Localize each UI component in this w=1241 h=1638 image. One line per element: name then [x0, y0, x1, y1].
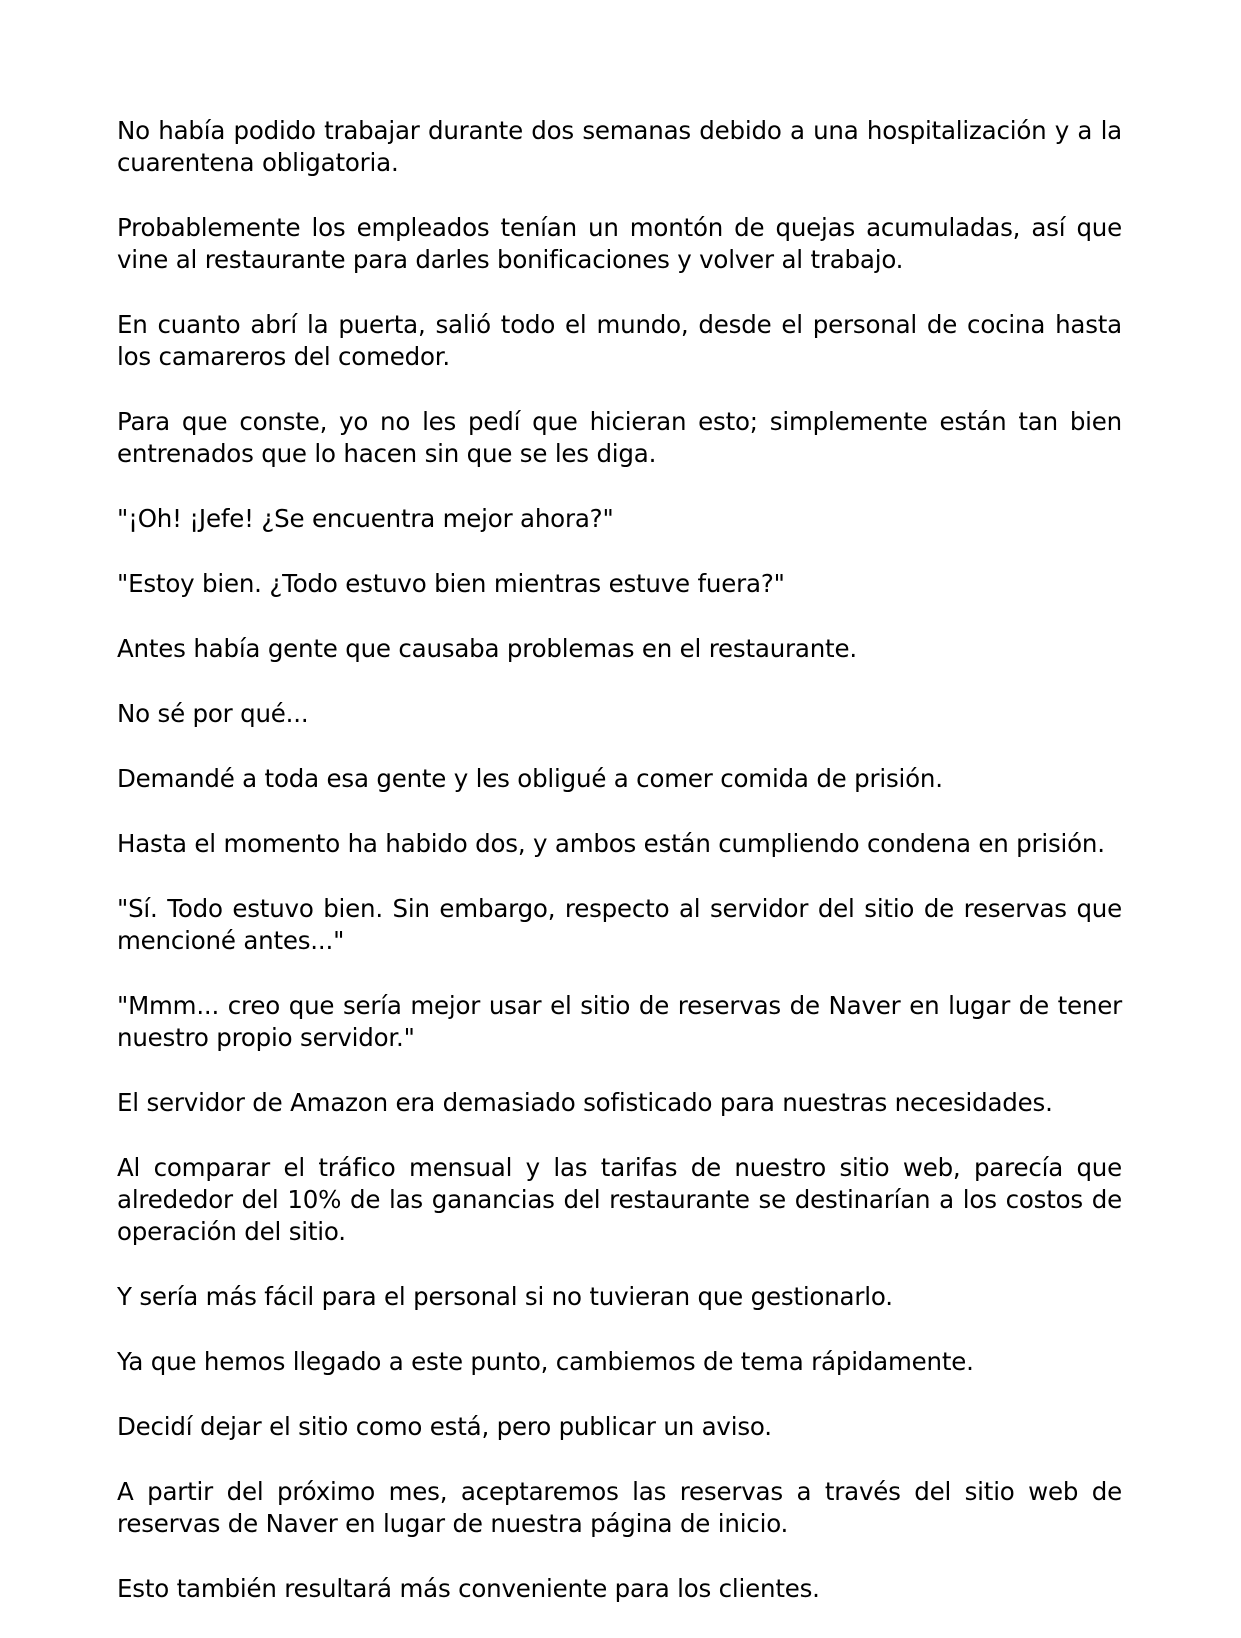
paragraph-1: No había podido trabajar durante dos semanas debido a una hospitalización y a la cuarentena obligatoria.: [117, 116, 1122, 177]
document-body: [117, 115, 1122, 1638]
paragraph-17: Decidí dejar el sitio como está, pero publicar un aviso.: [117, 1412, 772, 1441]
paragraph-19: Esto también resultará más conveniente para los clientes.: [117, 1574, 820, 1603]
paragraph-2: Probablemente los empleados tenían un montón de quejas acumuladas, así que vine al restaurante para darles bonificaciones y volver al trabajo.: [117, 213, 1122, 274]
paragraph-9: Demandé a toda esa gente y les obligué a comer comida de prisión.: [117, 764, 943, 793]
paragraph-16: Ya que hemos llegado a este punto, cambiemos de tema rápidamente.: [117, 1347, 974, 1376]
paragraph-18: A partir del próximo mes, aceptaremos las reservas a través del sitio web de reservas de Naver en lugar de nuestra página de inicio.: [117, 1477, 1122, 1538]
paragraph-6: "Estoy bien. ¿Todo estuvo bien mientras estuve fuera?": [117, 569, 785, 598]
paragraph-13: El servidor de Amazon era demasiado sofisticado para nuestras necesidades.: [117, 1088, 1053, 1117]
paragraph-8: No sé por qué...: [117, 699, 309, 728]
paragraph-4: Para que conste, yo no les pedí que hicieran esto; simplemente están tan bien entrenados que lo hacen sin que se les diga.: [117, 407, 1122, 468]
paragraph-10: Hasta el momento ha habido dos, y ambos están cumpliendo condena en prisión.: [117, 829, 1105, 858]
paragraph-14: Al comparar el tráfico mensual y las tarifas de nuestro sitio web, parecía que alrededor del 10% de las ganancias del restaurante se destinarían a los costos de operación del sitio.: [117, 1153, 1122, 1246]
paragraph-7: Antes había gente que causaba problemas en el restaurante.: [117, 634, 857, 663]
paragraph-11: "Sí. Todo estuvo bien. Sin embargo, respecto al servidor del sitio de reservas que mencioné antes...": [117, 894, 1122, 955]
paragraph-3: En cuanto abrí la puerta, salió todo el mundo, desde el personal de cocina hasta los camareros del comedor.: [117, 310, 1122, 371]
paragraph-12: "Mmm... creo que sería mejor usar el sitio de reservas de Naver en lugar de tener nuestro propio servidor.": [117, 991, 1122, 1052]
paragraph-5: "¡Oh! ¡Jefe! ¿Se encuentra mejor ahora?": [117, 504, 614, 533]
paragraph-15: Y sería más fácil para el personal si no tuvieran que gestionarlo.: [117, 1282, 893, 1311]
